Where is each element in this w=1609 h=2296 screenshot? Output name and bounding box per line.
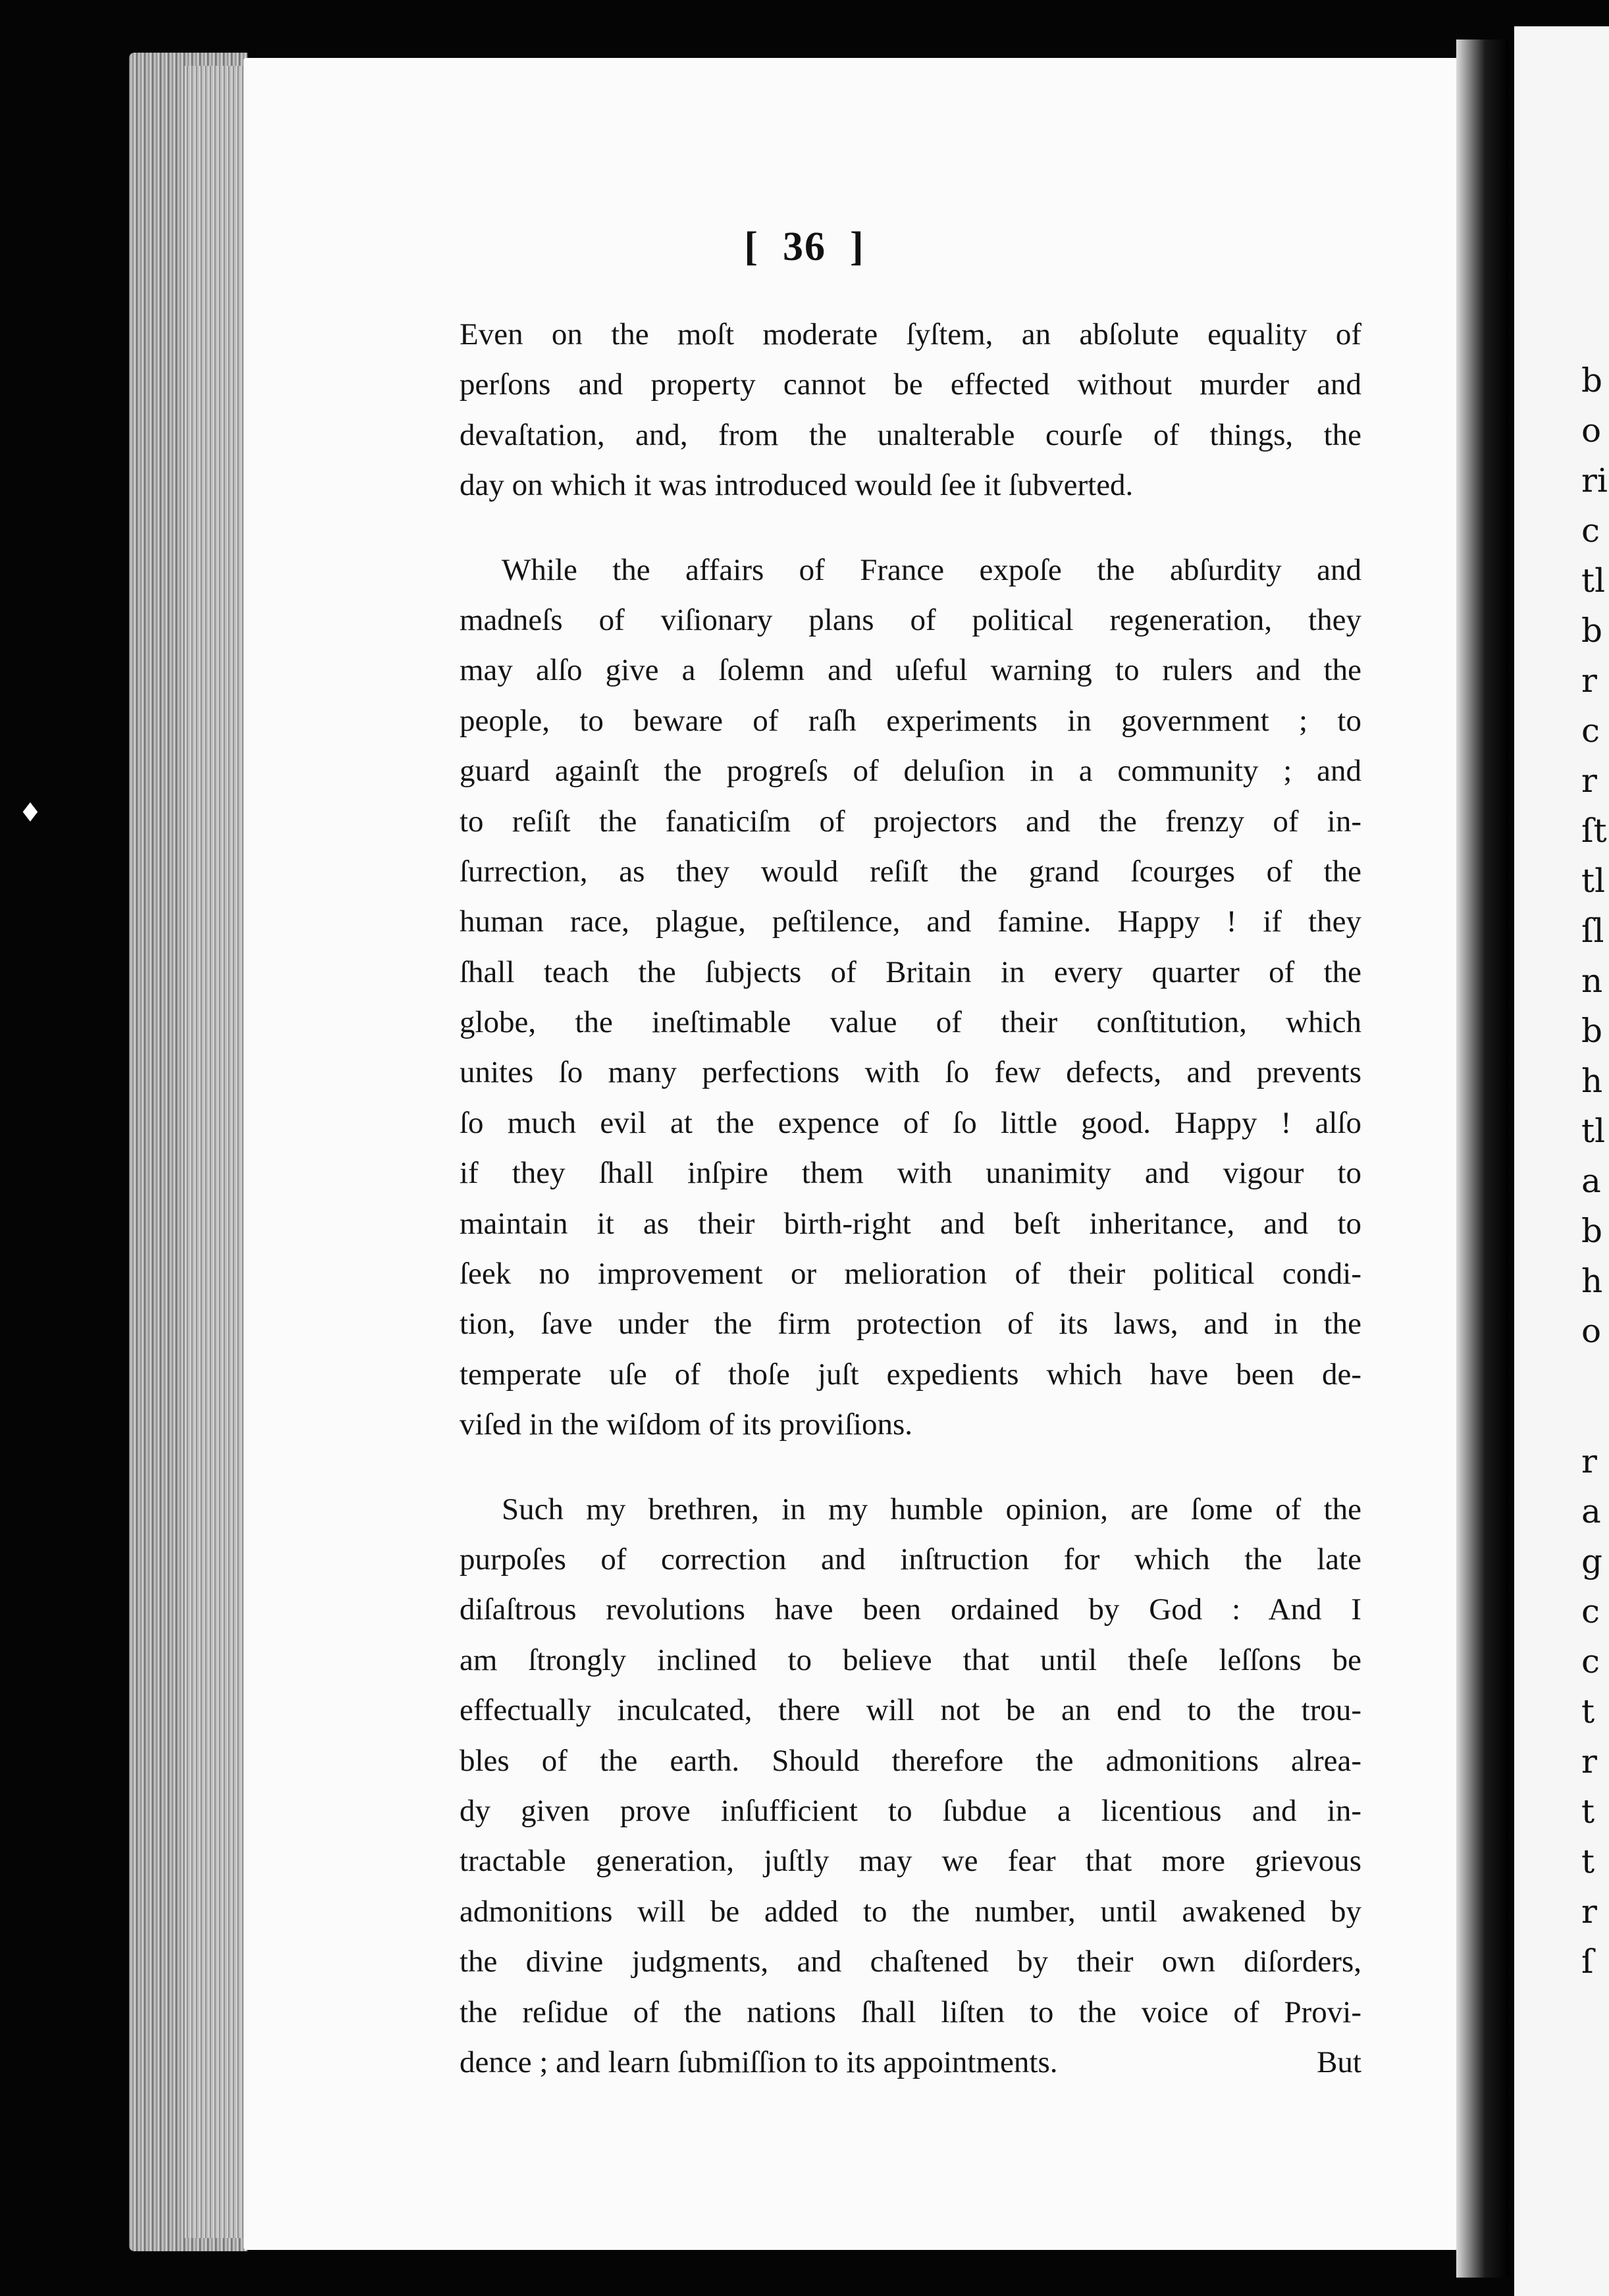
text-line: bles of the earth. Should therefore the admonitions alrea-	[460, 1743, 1361, 1778]
facing-letter: a	[1581, 1492, 1601, 1530]
facing-letter: ſt	[1581, 812, 1607, 850]
text-line: to reſiſt the fanaticiſm of projectors and the frenzy of in-	[460, 804, 1361, 839]
facing-letter: h	[1581, 1062, 1603, 1100]
text-line: temperate uſe of thoſe juſt expedients which have been de-	[460, 1357, 1361, 1392]
facing-letter: c	[1581, 712, 1600, 750]
facing-letter	[1581, 1356, 1609, 1436]
facing-letter: n	[1581, 962, 1603, 1000]
binding-mark-icon: ♦	[18, 798, 42, 828]
text-line: admonitions will be added to the number, until awakened by	[460, 1894, 1361, 1929]
text-line	[460, 2037, 1361, 2087]
facing-letter: c	[1581, 1642, 1600, 1681]
text-line: ſhall teach the ſubjects of Britain in every quarter of the	[460, 954, 1361, 989]
text-line: maintain it as their birth-right and beſt inheritance, and to	[460, 1206, 1361, 1241]
text-line: perſons and property cannot be effected without murder and	[460, 367, 1361, 402]
facing-letter: b	[1581, 361, 1603, 400]
facing-letter: b	[1581, 1012, 1603, 1050]
body-text	[460, 309, 1361, 2087]
text-line: ſurrection, as they would reſiſt the grand ſcourges of the	[460, 854, 1361, 889]
facing-letter: r	[1581, 662, 1597, 700]
paragraph	[460, 545, 1361, 1450]
bracket-open: [	[744, 224, 759, 269]
facing-letter: c	[1581, 511, 1600, 550]
facing-letter: g	[1581, 1542, 1603, 1580]
facing-letter: a	[1581, 1162, 1601, 1200]
paragraph-gap	[460, 1450, 1361, 1484]
text-line: human race, plague, peſtilence, and famine. Happy ! if they	[460, 904, 1361, 939]
paragraph	[460, 1484, 1361, 2088]
facing-letter: ri	[1581, 461, 1608, 500]
page-header	[0, 224, 1609, 271]
text-line: may alſo give a ſolemn and uſeful warning to rulers and the	[460, 653, 1361, 688]
text-line: guard againſt the progreſs of deluſion in a community ; and	[460, 754, 1361, 789]
bracket-close: ]	[850, 224, 865, 269]
facing-letter: h	[1581, 1262, 1603, 1300]
paragraph	[460, 309, 1361, 511]
text-line: the divine judgments, and chaſtened by their own diſorders,	[460, 1944, 1361, 1979]
text-line: purpoſes of correction and inſtruction for which the late	[460, 1542, 1361, 1577]
text-line: am ſtrongly inclined to believe that until theſe leſſons be	[460, 1642, 1361, 1677]
text-line-content: dence ; and learn ſubmiſſion to its appointments.	[460, 2045, 1058, 2079]
text-line: ſeek no improvement or melioration of their political condi-	[460, 1257, 1361, 1292]
facing-page-fragment	[1581, 355, 1609, 1987]
text-line: dy given prove inſufficient to ſubdue a licentious and in-	[460, 1793, 1361, 1828]
text-line: globe, the ineſtimable value of their conſtitution, which	[460, 1005, 1361, 1040]
facing-letter: ſ	[1581, 1943, 1594, 1981]
book-gutter	[1456, 39, 1509, 2278]
text-line: diſaſtrous revolutions have been ordained by God : And I	[460, 1592, 1361, 1627]
facing-letter: b	[1581, 1212, 1603, 1250]
facing-letter: o	[1581, 1312, 1602, 1350]
text-line: effectually inculcated, there will not be an end to the trou-	[460, 1693, 1361, 1728]
text-line: viſed in the wiſdom of its proviſions.	[460, 1407, 912, 1442]
text-line: madneſs of viſionary plans of political regeneration, they	[460, 602, 1361, 637]
facing-letter: tl	[1581, 561, 1606, 600]
facing-letter: b	[1581, 612, 1603, 650]
text-line: people, to beware of raſh experiments in government ; to	[460, 703, 1361, 738]
text-line: devaſtation, and, from the unalterable courſe of things, the	[460, 417, 1361, 452]
text-line: unites ſo many perfections with ſo few defects, and prevents	[460, 1055, 1361, 1090]
facing-letter: t	[1581, 1792, 1595, 1831]
catchword: But	[1317, 2045, 1361, 2079]
facing-letter: ſl	[1581, 912, 1604, 950]
text-line: Even on the moſt moderate ſyſtem, an abſolute equality of	[460, 317, 1361, 352]
facing-letter: tl	[1581, 862, 1606, 900]
facing-letter: r	[1581, 1442, 1597, 1480]
facing-letter: t	[1581, 1692, 1595, 1731]
text-line: tractable generation, juſtly may we fear that more grievous	[460, 1844, 1361, 1879]
text-line: ſo much evil at the expence of ſo little good. Happy ! alſo	[460, 1105, 1361, 1140]
text-line: Such my brethren, in my humble opinion, are ſome of the	[502, 1492, 1361, 1526]
facing-letter: o	[1581, 411, 1602, 450]
text-line: While the affairs of France expoſe the abſurdity and	[502, 552, 1361, 587]
facing-letter: c	[1581, 1592, 1600, 1631]
page-edges-inner	[184, 66, 250, 2238]
facing-letter: r	[1581, 762, 1597, 800]
facing-letter: tl	[1581, 1112, 1606, 1150]
text-line: the reſidue of the nations ſhall liſten to the voice of Provi-	[460, 1995, 1361, 2029]
facing-letter: r	[1581, 1892, 1597, 1931]
facing-letter: r	[1581, 1742, 1597, 1781]
paragraph-gap	[460, 511, 1361, 545]
text-line: day on which it was introduced would ſee it ſubverted.	[460, 468, 1134, 503]
text-line: if they ſhall inſpire them with unanimity and vigour to	[460, 1156, 1361, 1191]
text-line: tion, ſave under the firm protection of its laws, and in the	[460, 1307, 1361, 1342]
page-number: 36	[783, 224, 826, 269]
facing-letter: t	[1581, 1842, 1595, 1881]
